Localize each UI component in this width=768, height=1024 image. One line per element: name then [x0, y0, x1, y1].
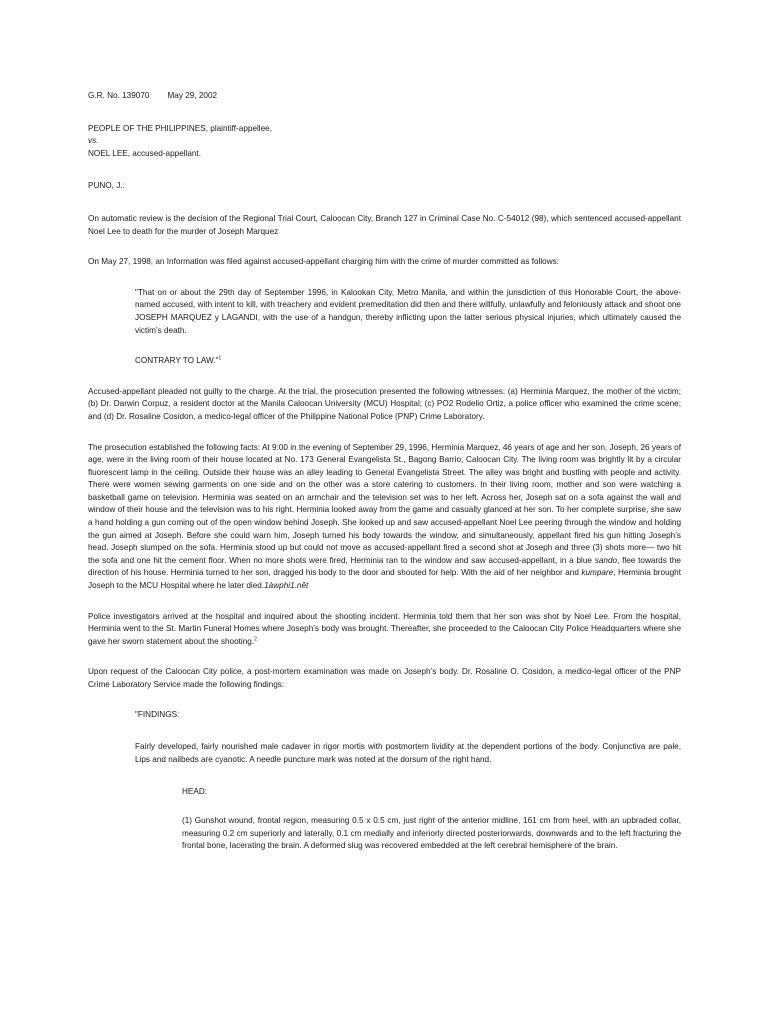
case-parties — [88, 123, 681, 161]
paragraph-automatic-review: On automatic review is the decision of the Regional Trial Court, Caloocan City, Branch 127 in Criminal Case No. C-54012 (98), which sentenced accused-appellant Noel Lee to death for the murder of Joseph Marquez — [88, 213, 681, 236]
contrary-to-law — [135, 355, 681, 368]
contrary-to-law-text: CONTRARY TO LAW." — [135, 356, 219, 366]
plaintiff-line — [88, 123, 681, 136]
facts-kumpare: kumpare — [581, 568, 614, 578]
versus-label: vs. — [88, 136, 99, 146]
facts-sando: sando — [594, 555, 618, 565]
paragraph-facts — [88, 442, 681, 593]
accused-line — [88, 148, 681, 161]
decision-date: May 29, 2002 — [167, 91, 218, 100]
head-label: HEAD: — [182, 787, 208, 797]
site-watermark: 1àwphi1.nêt — [264, 581, 309, 591]
gr-number: G.R. No. 139070 — [88, 91, 150, 100]
findings-body: Fairly developed, fairly nourished male cadaver in rigor mortis with postmortem lividity at the dependent portions of the body. Conjunctiva are pale, Lips and nailbeds are cyanotic. A needle puncture mark was noted at the dorsum of the right hand. — [135, 742, 681, 764]
paragraph-witnesses: Accused-appellant pleaded not guilty to the charge. At the trial, the prosecution presented the following witnesses: (a) Herminia Marquez, the mother of the victim; (b) Dr. Darwin Corpuz, a resident doctor at the Manila Caloocan University (MCU) Hospital; (c) PO2 Rodelio Ortiz, a police officer who examined the crime scene; and (d) Dr. Rosaline Cosidon, a medico-legal officer of the Philippine National Police (PNP) Crime Laboratory. — [88, 386, 681, 421]
paragraph-investigation — [88, 611, 681, 649]
paragraph-post-mortem: Upon request of the Caloocan City police, a post-mortem examination was made on Joseph’s body. Dr. Rosaline O. Cosidon, a medico-legal officer of the PNP Crime Laboratory Service made the following findings: — [88, 667, 681, 689]
accused-name: NOEL LEE, — [88, 148, 131, 158]
footnote-ref-1[interactable]: 1 — [218, 355, 222, 362]
footnote-ref-2[interactable]: 2 — [254, 636, 257, 643]
findings-label: "FINDINGS: — [135, 709, 180, 719]
ponente: PUNO, J.: — [88, 181, 125, 191]
paragraph-information: On May 27, 1998, an Information was filed against accused-appellant charging him with the crime of murder committed as follows: — [88, 257, 560, 267]
information-quote: "That on or about the 29th day of September 1996, in Kalookan City, Metro Manila, and within the jurisdiction of this Honorable Court, the above-named accused, with intent to kill, with treachery and evident premeditation did then and there willfully, unlawfully and feloniously attack and shoot one JOSEPH MARQUEZ y LAGANDI, with the use of a handgun, thereby inflicting upon the latter serious physical injuries, which ultimately caused the victim’s death. — [135, 287, 681, 335]
injury-gunshot-wound: (1) Gunshot wound, frontal region, measuring 0.5 x 0.5 cm, just right of the anterior midline, 161 cm from heel, with an upbraded collar, measuring 0.2 cm superiorly and laterally, 0.1 cm medially and inferiorly directed posteriorwards, downwards and to the left fracturing the frontal bone, lacerating the brain. A deformed slug was recovered embedded at the left cerebral hemisphere of the brain. — [182, 815, 681, 851]
case-header — [88, 90, 681, 103]
document-page — [88, 90, 681, 853]
plaintiff-name: PEOPLE OF THE PHILIPPINES, — [88, 123, 208, 133]
accused-role: accused-appellant. — [130, 148, 202, 158]
facts-text-2: , flee towards the direction of his house. Herminia turned to her son, dragged his body to the door and shouted for help. With the aid of her neighbor and — [88, 555, 681, 578]
plaintiff-role: plaintiff-appellee, — [207, 123, 273, 133]
investigation-text: Police investigators arrived at the hospital and inquired about the shooting incident. Herminia told them that her son was shot by Noel Lee. From the hospital, Herminia went to the St. Martin Funeral Homes where Joseph’s body was brought. Thereafter, she proceeded to the Caloocan City Police Headquarters where she gave her sworn statement about the shooting. — [88, 611, 681, 646]
facts-text-1: The prosecution established the following facts: At 9:00 in the evening of September 29, 1996, Herminia Marquez, 46 years of age and her son, Joseph, 26 years of age, were in the living room of their house located at No. 173 General Evangelista St., Bagong Barrio, Caloocan City. The living room was brightly lit by a circular fluorescent lamp in the ceiling. Outside their house was an alley leading to General Evangelista Street. The alley was bright and bustling with people and activity. There were women sewing garments on one side and on the other was a store catering to customers. In their living room, mother and son were watching a basketball game on television. Herminia was seated on an armchair and the television set was to her left. Across her, Joseph sat on a sofa against the wall and window of their house and the television was to his right. Herminia looked away from the game and casually glanced at her son. To her complete surprise, she saw a hand holding a gun coming out of the open window behind Joseph. She looked up and saw accused-appellant Noel Lee peering through the window and holding the gun aimed at Joseph. Before she could warn him, Joseph turned his body towards the window, and simultaneously, appellant fired his gun hitting Joseph’s head. Joseph slumped on the sofa. Herminia stood up but could not move as accused-appellant fired a second shot at Joseph and three (3) shots more— two hit the sofa and one hit the cement floor. When no more shots were fired, Herminia ran to the window and saw accused-appellant, in a blue — [88, 442, 681, 565]
facts-text-3: , Herminia brought Joseph to the MCU Hospital where he later died. — [88, 568, 682, 591]
